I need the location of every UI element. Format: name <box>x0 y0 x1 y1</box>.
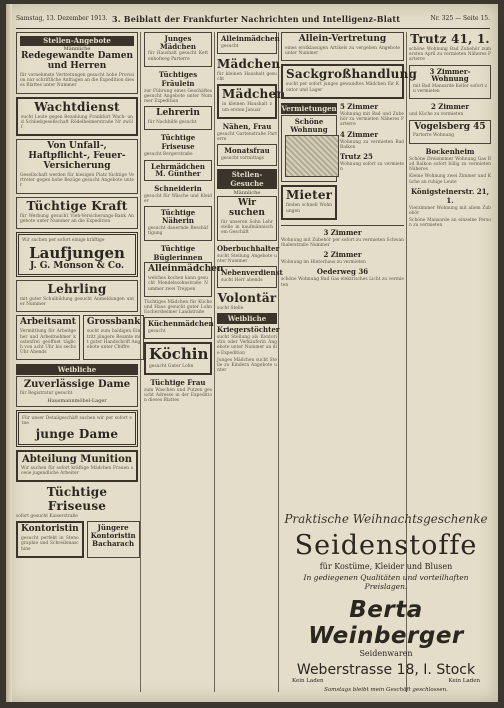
listing-heading: 2 Zimmer <box>323 250 362 260</box>
ad-zimmer-wohnung <box>409 65 491 100</box>
ad-vogelsberg <box>409 120 491 144</box>
ad-firm: M. Günther <box>155 169 201 179</box>
listing-heading: 4 Zimmer <box>340 129 379 139</box>
column-3 <box>217 32 286 696</box>
ad-header: Praktische Weihnachtsgeschenke <box>284 512 488 526</box>
ad-body: schöne Wohnung Bad Gas elektrisches Licht zu vermieten <box>281 277 404 288</box>
ad-headline: Lehrmädchen <box>151 161 205 171</box>
ad-body: sucht Stellung Angebote unter Nummer <box>217 253 277 264</box>
ad-headline: Alleinmädchen <box>221 34 280 43</box>
ad-note-row <box>282 678 490 684</box>
ad-subtitle: für Kostüme, Kleider und Blusen <box>319 562 453 571</box>
ad-headline: Kontoristin <box>21 524 79 535</box>
ad-body: sucht Stelle <box>217 305 244 311</box>
ad-oberbuchhalter: Oberbuchhalter <box>217 243 280 253</box>
ad-kuechenmaedchen <box>144 317 212 339</box>
ad-headline: Wachtdienst <box>34 99 120 114</box>
ad-wachtdienst <box>16 97 138 137</box>
seidenstoffe-advertisement <box>282 512 490 693</box>
ad-note-right: Kein Laden <box>448 678 480 684</box>
column-1 <box>16 32 141 696</box>
newspaper-page <box>6 4 498 702</box>
ad-body: Junges Mädchen sucht Stelle zu Kindern Angebote unter <box>217 357 277 374</box>
column-rule <box>278 32 279 692</box>
ad-headline: Vogelsberg 45 <box>414 121 486 132</box>
ad-headline: Alleinmädchen <box>148 264 224 275</box>
listing-heading: Trutz 41, 1. <box>410 32 490 46</box>
column-2 <box>144 32 224 696</box>
ad-body: sucht per sofort junges gewandtes Mädchen für Kontor und Lager <box>286 82 399 93</box>
ad-tuechtige-kraft <box>16 197 138 230</box>
ad-unfall <box>16 139 138 193</box>
header-number: Nr. 325 — Seite 15. <box>430 15 490 22</box>
ad-body: Wir suchen für sofort kräftige Mädchen Frauen sowie jugendliche Arbeiter <box>21 465 133 476</box>
ad-body: Kleine Wohnung zwei Zimmer und Küche an ruhige Leute <box>409 174 491 185</box>
ad-zuverlaessige-dame <box>16 376 138 407</box>
ad-body: Für unser Detailgeschäft suchen wir per sofort eine <box>22 416 132 427</box>
page-header <box>16 10 490 29</box>
ad-headline: Jüngere Kontoristin <box>90 523 136 540</box>
ad-headline: Redegewandte Damen und Herren <box>20 51 134 72</box>
ad-lehrerin <box>144 106 212 130</box>
ad-body: Wohnung mit Zubehör per sofort zu vermieten Schwanthalerstraße Nummer <box>281 237 404 249</box>
ad-junge-dame <box>16 410 138 447</box>
ad-body: Parterre Wohnung <box>413 133 455 139</box>
ad-body: Schöne Mansarde an einzelne Person zu vermieten <box>409 218 491 229</box>
ad-headline: Mädchen <box>222 87 286 102</box>
ad-body: finden schnell Wohnungen <box>286 203 332 214</box>
listing-heading: Bockenheim <box>425 146 475 156</box>
ad-sackhandlung <box>281 64 418 99</box>
ad-headline: Tüchtige Näherin <box>160 208 196 226</box>
ad-naeherin <box>144 206 212 241</box>
ad-body: für unseren Sohn Lehrstelle in kaufmännischem Geschäft <box>221 219 273 236</box>
ad-firm: Bacharach <box>92 538 135 548</box>
ad-body: Wohnung im Hinterhaus zu vermieten <box>281 260 366 266</box>
ad-headline: Wir suchen <box>229 198 265 219</box>
ad-lehrling <box>16 280 138 313</box>
ad-headline: Schöne Wohnung <box>290 116 328 134</box>
ad-headline: Nebenverdienst <box>221 267 283 277</box>
ad-headline: junge Dame <box>35 427 119 442</box>
ad-body: Gesellschaft werden für hiesigen Platz tüchtige Vertreter gegen hohe Bezüge gesucht Angebote unter <box>20 173 134 189</box>
ad-firm-name: Berta Weinberger <box>308 597 464 649</box>
ad-body: für vornehmste Vertretungen gesucht hohe Provision nur schriftliche Anfragen an die Expedition dieses Blattes unter Nummer <box>20 72 134 89</box>
ad-body: zur Führung eines Geschäftes gesucht Angebote unter Nummer Expedition <box>144 88 212 105</box>
ad-zimmermaedchen <box>217 84 286 119</box>
ad-body: für Werbung gesucht Vieh-Versicherungs-Bank Angebote unter Nummer an die Expedition <box>20 213 134 225</box>
ad-body: sucht Leute gegen Bezahlung Frankfurt Wach- und Schließgesellschaft Rödelheimerstraße Nr zwölf <box>21 114 133 131</box>
header-date: Samstag, 13. Dezember 1913. <box>16 15 108 22</box>
ad-body: Tüchtiges Mädchen für Küche und Haus gesucht guter Lohn Eschersheimer Landstraße <box>144 299 212 316</box>
ad-tuechtige-frau: Tüchtige Frau <box>150 377 206 387</box>
ad-headline: Monatsfrau <box>224 146 270 156</box>
ad-body: eines erstklassigen Artikels zu vergeben Angebote unter Nummer <box>285 45 400 57</box>
divider <box>281 225 404 226</box>
ad-tuechtiges-fraeulein: Tüchtiges Fräulein <box>158 69 198 88</box>
ad-wir-suchen <box>217 196 277 240</box>
ad-body: gesucht Gartenstraße Parterre <box>217 131 277 143</box>
ad-row <box>16 521 138 561</box>
ad-laufjungen <box>16 232 138 277</box>
ad-footer: Samstags bleibt mein Geschäft geschlossen. <box>324 687 448 693</box>
listing-heading: 5 Zimmer <box>340 101 379 111</box>
column-4 <box>281 32 418 506</box>
ad-body: und Küche zu vermieten <box>409 112 464 118</box>
ad-body: Vierzimmer Wohnung mit allem Zubehör <box>409 205 491 216</box>
ad-schneiderin: Schneiderin <box>154 184 202 194</box>
ad-grossbank <box>83 315 144 360</box>
ad-body: gesucht dauernde Beschäftigung <box>148 225 208 237</box>
ad-alleinmaedchen <box>144 262 224 297</box>
ad-body: gesucht Bergerstraße <box>144 152 193 158</box>
ad-body: gesucht Guter Lohn <box>149 363 194 369</box>
ad-naehen: Nähen, Frau <box>222 121 272 131</box>
ad-body: sucht Herr abends <box>221 277 263 283</box>
ad-alleinmaedchen-2 <box>217 32 280 54</box>
ad-body: mit Bad Mansarde Keller sofort zu vermieten <box>413 83 487 95</box>
ad-abteilung-munition <box>16 450 138 482</box>
ad-juengere <box>87 521 140 558</box>
ad-headline: Allein-Vertretung <box>298 34 387 44</box>
ad-schoene-wohnung <box>281 115 337 182</box>
ad-headline: Mieter <box>286 188 333 203</box>
ad-row <box>281 102 404 223</box>
ad-body: schöne Wohnung Bad Zubehör zum ersten April zu vermieten Näheres Parterre <box>409 47 491 63</box>
ad-address: Weberstrasse 18, I. Stock <box>296 662 476 678</box>
ad-body: zum Waschen und Putzen gesucht Adresse in der Expedition dieses Blattes <box>144 387 212 404</box>
section-heading: Weibliche <box>217 313 277 324</box>
ad-kriegerstoechter: Kriegerstöchter <box>217 325 280 335</box>
ad-body: mit guter Schulbildung gesucht Anmeldungen unter Nummer <box>20 297 134 308</box>
ad-buegeln: Tüchtige Büglerinnen <box>153 244 203 263</box>
column-5 <box>409 32 491 506</box>
ad-kontoristin <box>16 521 84 558</box>
ad-headline: Zuverlässige Dame <box>23 379 131 391</box>
subheading: Männliche <box>233 190 261 197</box>
listing-heading: Oederweg 36 <box>316 267 369 277</box>
ad-body: sofort gesucht Kaiserstraße <box>16 514 78 520</box>
ad-body: für Nachhilfe gesucht <box>148 120 197 126</box>
ad-headline: Lehrerin <box>156 108 200 119</box>
ad-firm-subtitle: Seidenwaren <box>359 649 413 658</box>
ad-body: Vermittlung für Arbeitgeber und Arbeitnehmer kostenfrei geöffnet täglich von acht Uhr bis sechs Uhr Abends <box>20 329 76 356</box>
section-heading: Stellen-Angebote <box>20 36 134 46</box>
listing-heading: Trutz 25 <box>340 151 373 161</box>
section-heading: Vermietungen <box>281 103 337 113</box>
ad-firm: Hausmannmöbel-Lager <box>47 397 107 404</box>
ad-headline: Grossbank <box>86 317 141 328</box>
ad-headline: Arbeitsamt <box>20 317 76 328</box>
ad-maedchen: Mädchen <box>217 56 281 71</box>
ad-koechin <box>144 342 212 375</box>
ad-allein-vertretung <box>281 32 404 61</box>
ad-subtitle-2: In gediegenen Qualitäten und vorteilhaften Preislagen. <box>303 573 469 591</box>
ad-arbeitsamt <box>16 315 80 360</box>
ad-headline: Tüchtige Kraft <box>26 198 128 213</box>
illustration-image <box>285 135 339 177</box>
ad-volontaer: Volontär <box>217 290 277 305</box>
ad-body: Wohnung mit Bad und Zubehör zu vermieten Näheres Parterre <box>340 111 404 128</box>
ad-row <box>16 315 141 363</box>
ad-headline: Junges Mädchen <box>159 34 197 51</box>
ad-body: gesucht vormittags <box>221 155 264 161</box>
ad-nebenverdienst <box>217 266 283 288</box>
listing-heading: 2 Zimmer <box>430 102 470 112</box>
ad-body: für kleinen Haushalt gesucht <box>217 71 277 83</box>
listing-heading: 3 Zimmer <box>323 227 362 237</box>
page-fold-shadow <box>6 4 12 702</box>
ad-headline: Sackgroßhandlung <box>286 67 418 82</box>
ad-body: für Haushalt gesucht Kettenhofweg Parterre <box>148 51 208 62</box>
ad-junges-maedchen <box>144 32 212 67</box>
ad-body: sucht Stellung als Kontoristin oder Verkäuferin Angebote unter Nummer an die Expedition <box>217 335 277 356</box>
listing-heading: Königsteinerstr. 21, 1. <box>410 186 490 205</box>
ad-mieter <box>281 185 337 220</box>
ad-headline: Köchin <box>149 345 209 364</box>
ad-body: gesucht <box>221 43 239 49</box>
ad-monatsfrau <box>217 144 277 166</box>
ad-body: Schöne Dreizimmer Wohnung Gas Bad Balkon sofort billig zu vermieten Näheres <box>409 156 491 173</box>
ad-body: gesucht perfekt in Stenographie und Schreibmaschine <box>21 536 79 552</box>
ad-body: für Registratur gesucht <box>20 391 73 397</box>
section-heading: Weibliche <box>16 364 138 375</box>
ad-body: in kleinen Haushalt zum ersten Januar <box>222 102 272 113</box>
ad-headline: Küchenmädchen <box>148 319 214 329</box>
ad-firm: J. G. Monson & Co. <box>29 260 125 271</box>
ad-headline: Von Unfall-, Haftpflicht-, Feuer-Versicherung <box>28 141 126 172</box>
section-heading: Stellen-Gesuche <box>217 169 277 189</box>
ad-body: welches kochen kann gesucht Mendelssohnstraße Nummer zwei Treppen <box>148 276 208 292</box>
column-rule <box>140 32 141 692</box>
ad-headline: 3 Zimmer-Wohnung <box>429 66 471 84</box>
ad-friseuse: Tüchtige Friseuse <box>46 485 108 514</box>
ad-stellen-angebote <box>16 32 138 94</box>
ad-headline: Lehrling <box>47 281 107 296</box>
ad-subcolumn <box>340 102 404 223</box>
header-title: 3. Beiblatt der Frankfurter Nachrichten und Intelligenz-Blatt <box>112 14 401 24</box>
ad-title: Seidenstoffe <box>294 530 478 561</box>
ad-body: Wir suchen per sofort einige kräftige <box>22 238 105 244</box>
ad-subcolumn <box>281 102 337 223</box>
ad-body: gesucht für Wäsche und Kleider <box>144 194 212 205</box>
ad-body: Wohnung zu vermieten Bad Balkon <box>340 139 404 150</box>
ad-headline: Laufjungen <box>29 244 125 263</box>
ad-note-left: Kein Laden <box>292 678 324 684</box>
ad-body: sucht zum baldigen Eintritt jüngere Beamte mit guter Handschrift Angebote unter Chiffre <box>86 329 141 350</box>
column-rule <box>214 32 215 692</box>
ad-body: Wohnung sofort zu vermieten <box>340 161 404 173</box>
ad-headline: Abteilung Munition <box>21 453 133 465</box>
subheading: Männliche <box>63 45 91 52</box>
ad-body: gesucht <box>148 329 166 335</box>
ad-lehrmaedchen <box>144 160 212 181</box>
ad-tuechtige-friseuse: Tüchtige Friseuse <box>160 133 196 152</box>
